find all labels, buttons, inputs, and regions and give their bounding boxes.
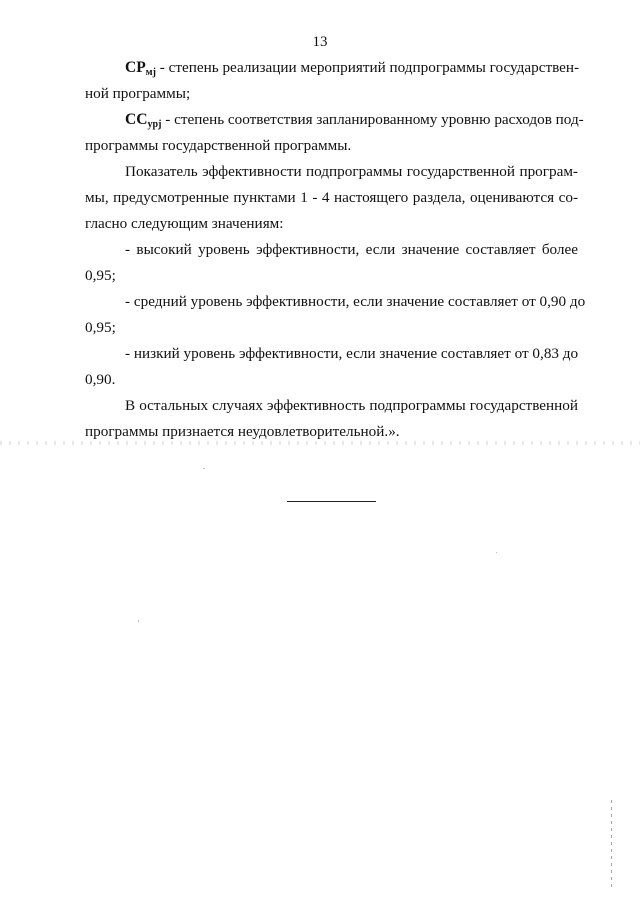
criterion-medium: - средний уровень эффективности, если значение составляет от 0,90 до <box>125 293 586 310</box>
definition-cp-continuation: ной программы; <box>85 85 191 102</box>
criterion-low: - низкий уровень эффективности, если значение составляет от 0,83 до <box>125 345 579 362</box>
scan-speck <box>138 620 139 622</box>
definition-cp-first-line <box>125 58 578 80</box>
definition-cp-text: - степень реализации мероприятий подпрограммы государствен- <box>155 59 580 76</box>
symbol-cp-subscript: мj <box>145 67 156 78</box>
scan-edge-artifact <box>611 800 612 890</box>
definition-cc-first-line <box>125 110 584 132</box>
paragraph-line-3: гласно следующим значениям: <box>85 215 284 232</box>
definition-cc-text: - степень соответствия запланированному уровню расходов под- <box>161 111 584 128</box>
criterion-high-value: 0,95; <box>85 267 116 284</box>
scan-speck <box>203 468 205 469</box>
end-rule <box>287 501 376 502</box>
closing-line-2: программы признается неудовлетворительной.». <box>85 423 400 440</box>
paragraph-line-2: мы, предусмотренные пунктами 1 - 4 настоящего раздела, оцениваются со- <box>85 189 578 206</box>
criterion-low-value: 0,90. <box>85 371 116 388</box>
closing-line-1: В остальных случаях эффективность подпрограммы государственной <box>125 397 578 414</box>
symbol-cc: СС <box>125 111 148 128</box>
criterion-high: - высокий уровень эффективности, если значение составляет более <box>125 241 578 258</box>
criterion-medium-value: 0,95; <box>85 319 116 336</box>
page-number: 13 <box>312 34 328 50</box>
definition-cc-continuation: программы государственной программы. <box>85 137 352 154</box>
scan-noise-line <box>0 441 640 445</box>
symbol-cc-subscript: урj <box>147 119 162 130</box>
paragraph-line-1: Показатель эффективности подпрограммы государственной програм- <box>125 163 578 180</box>
symbol-cp: СР <box>125 59 146 76</box>
scan-speck <box>496 552 497 553</box>
